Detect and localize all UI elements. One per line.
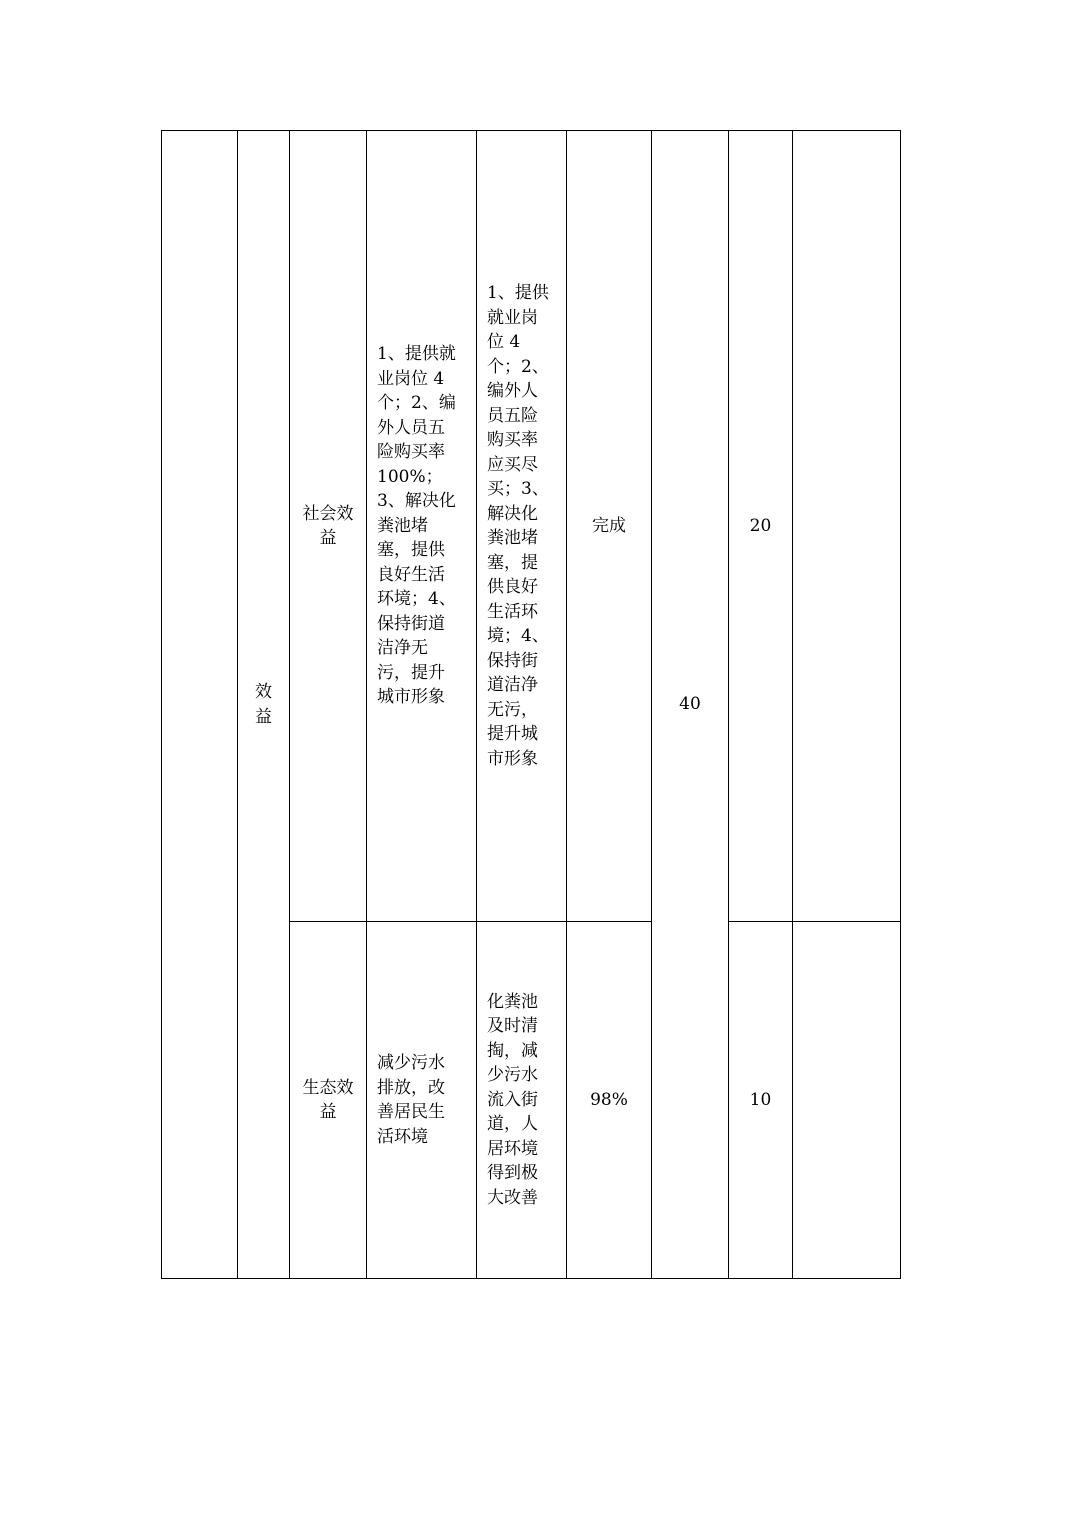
score-cell: 20 [729, 131, 793, 922]
category-cell [238, 131, 290, 1279]
completion-cell: 完成 [567, 131, 652, 922]
actual-cell: 化粪池 及时清 掏，减 少污水 流入街 道，人 居环境 得到极 大改善 [477, 922, 567, 1279]
empty-first-column-cell [162, 131, 238, 1279]
subcategory-cell [290, 922, 367, 1279]
table-row [162, 131, 901, 922]
actual-cell: 1、提供 就业岗 位 4 个；2、 编外人 员五险 购买率 应买尽 买；3、 解决化 粪池堵 塞，提 供良好 生活环 境；4、 保持街 道洁净 无污， 提升城 市形象 [477, 131, 567, 922]
score-total-cell: 40 [652, 131, 729, 1279]
subcategory-cell [290, 131, 367, 922]
performance-table [161, 130, 901, 1279]
category-label: 效 益 [255, 682, 272, 727]
subcategory-label: 社会效 益 [302, 503, 354, 548]
target-cell: 减少污水 排放，改 善居民生 活环境 [367, 922, 477, 1279]
target-cell: 1、提供就 业岗位 4 个；2、编 外人员五 险购买率 100%； 3、解决化 粪池堵 塞，提供 良好生活 环境；4、 保持街道 洁净无 污，提升 城市形象 [367, 131, 477, 922]
note-cell [793, 131, 901, 922]
completion-cell: 98% [567, 922, 652, 1279]
note-cell [793, 922, 901, 1279]
subcategory-label: 生态效 益 [302, 1077, 354, 1122]
score-cell: 10 [729, 922, 793, 1279]
